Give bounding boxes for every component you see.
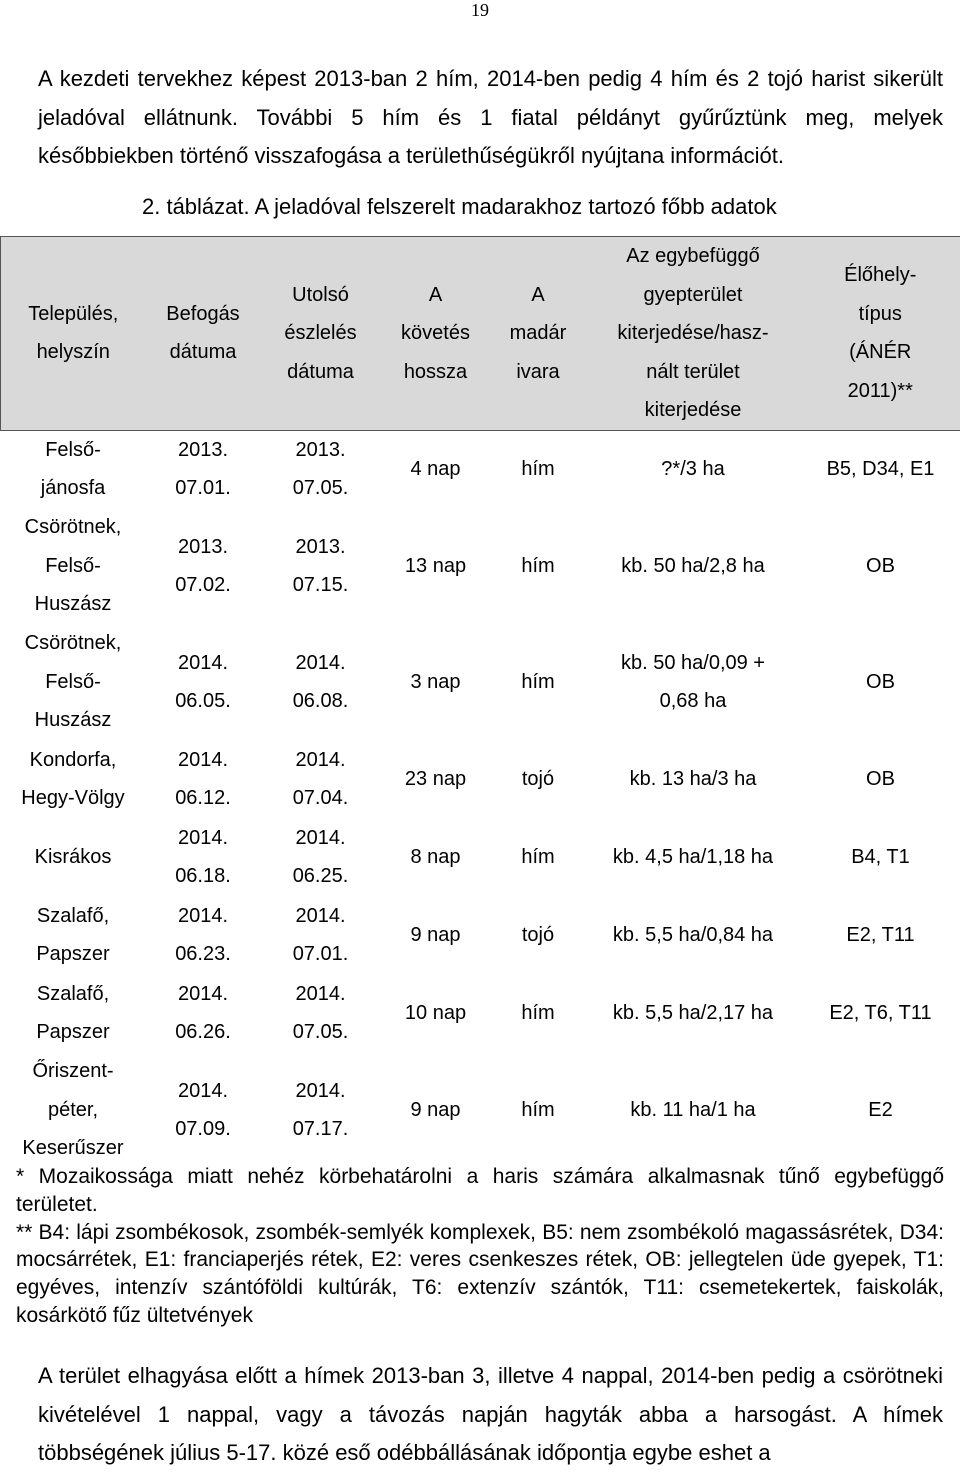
cell-line: 2014. — [295, 905, 345, 927]
header-last-seen-date — [261, 237, 381, 431]
place-cell — [1, 1052, 146, 1168]
cell-line: 2014. — [178, 827, 228, 849]
header-habitat — [801, 237, 960, 431]
cell-line: 06.25. — [293, 865, 349, 887]
cell-line: kb. 50 ha/0,09 + — [621, 652, 765, 674]
cell-line: 2014. — [178, 749, 228, 771]
cell-line: Szalafő, — [37, 905, 109, 927]
cell-line: péter, — [48, 1099, 98, 1121]
last-seen-date-cell — [261, 974, 381, 1052]
last-seen-date-cell — [261, 896, 381, 974]
habitat-cell: OB — [801, 624, 960, 740]
duration-cell: 13 nap — [381, 508, 491, 624]
place-cell — [1, 430, 146, 508]
cell-line: 2013. — [295, 439, 345, 461]
last-seen-date-cell — [261, 624, 381, 740]
cell-line: Huszász — [35, 709, 112, 731]
cell-line: kb. 4,5 ha/1,18 ha — [613, 846, 773, 868]
duration-cell: 3 nap — [381, 624, 491, 740]
table-caption: 2. táblázat. A jeladóval felszerelt madarakhoz tartozó főbb adatok — [142, 188, 777, 226]
habitat-cell: E2, T11 — [801, 896, 960, 974]
area-cell — [586, 1052, 801, 1168]
outro-paragraph: A terület elhagyása előtt a hímek 2013-ban 3, illetve 4 nappal, 2014-ben pedig a csörötneki kivételével 1 nappal, vagy a távozás napján hagyták abba a harsogást. A hímek többségének július 5-17. közé eső odébbállásának időpontja egybe eshet a — [38, 1357, 943, 1473]
habitat-cell: OB — [801, 740, 960, 818]
cell-line: 2014. — [178, 905, 228, 927]
header-line: kiterjedése — [645, 399, 742, 421]
header-line: ivara — [516, 361, 559, 383]
last-seen-date-cell — [261, 508, 381, 624]
header-line: (ÁNÉR — [849, 341, 911, 363]
cell-line: Szalafő, — [37, 983, 109, 1005]
header-line: nált terület — [646, 361, 739, 383]
cell-line: 2013. — [295, 536, 345, 558]
capture-date-cell — [146, 1052, 261, 1168]
cell-line: 07.01. — [293, 943, 349, 965]
sex-cell: hím — [491, 430, 586, 508]
table-row — [1, 508, 960, 624]
cell-line: Keserűszer — [22, 1137, 123, 1159]
footnote-mosaic: * Mozaikossága miatt nehéz körbehatárolni a haris számára alkalmasnak tűnő egybefüggő területet. — [16, 1163, 944, 1219]
capture-date-cell — [146, 974, 261, 1052]
habitat-cell: OB — [801, 508, 960, 624]
last-seen-date-cell — [261, 1052, 381, 1168]
header-capture-date — [146, 237, 261, 431]
place-cell — [1, 896, 146, 974]
table-row — [1, 1052, 960, 1168]
area-cell — [586, 818, 801, 896]
cell-line: Papszer — [36, 943, 109, 965]
cell-line: Felső- — [45, 555, 101, 577]
area-cell — [586, 896, 801, 974]
cell-line: 06.26. — [175, 1021, 231, 1043]
cell-line: kb. 11 ha/1 ha — [630, 1099, 755, 1121]
header-sex — [491, 237, 586, 431]
cell-line: 07.17. — [293, 1118, 349, 1140]
cell-line: kb. 5,5 ha/0,84 ha — [613, 924, 773, 946]
cell-line: 2013. — [178, 439, 228, 461]
header-duration — [381, 237, 491, 431]
cell-line: 06.12. — [175, 787, 231, 809]
header-line: hossza — [404, 361, 467, 383]
cell-line: Kisrákos — [35, 846, 112, 868]
header-line: gyepterület — [644, 284, 743, 306]
duration-cell: 10 nap — [381, 974, 491, 1052]
place-cell — [1, 818, 146, 896]
sex-cell: hím — [491, 1052, 586, 1168]
duration-cell: 4 nap — [381, 430, 491, 508]
cell-line: ?*/3 ha — [661, 458, 724, 480]
cell-line: 2014. — [178, 1080, 228, 1102]
cell-line: 07.02. — [175, 574, 231, 596]
cell-line: Papszer — [36, 1021, 109, 1043]
capture-date-cell — [146, 818, 261, 896]
sex-cell: hím — [491, 818, 586, 896]
table-row — [1, 818, 960, 896]
header-line: A — [429, 284, 442, 306]
header-line: madár — [510, 322, 567, 344]
cell-line: 2014. — [178, 652, 228, 674]
place-cell — [1, 974, 146, 1052]
place-cell — [1, 508, 146, 624]
table-row — [1, 430, 960, 508]
cell-line: Felső- — [45, 439, 101, 461]
header-line: Élőhely- — [844, 264, 916, 286]
habitat-cell: E2 — [801, 1052, 960, 1168]
cell-line: Csörötnek, — [25, 632, 122, 654]
table-row — [1, 896, 960, 974]
cell-line: 07.01. — [175, 477, 231, 499]
cell-line: 06.05. — [175, 690, 231, 712]
header-line: helyszín — [37, 341, 110, 363]
header-line: Utolsó — [292, 284, 349, 306]
cell-line: 2014. — [178, 983, 228, 1005]
cell-line: Kondorfa, — [30, 749, 117, 771]
cell-line: 06.18. — [175, 865, 231, 887]
table-header — [1, 237, 960, 431]
table-row — [1, 740, 960, 818]
footnote-habitat-codes: ** B4: lápi zsombékosok, zsombék-semlyék komplexek, B5: nem zsombékoló magassásrétek, D34: mocsárrétek, E1: franciaperjés rétek, E2: veres csenkeszes rétek, OB: jellegtelen üde gyepek, T1: egyéves, intenzív szántóföldi kultúrák, T6: extenzív szántók, T11: csemetekertek, faiskolák, kosárkötő fűz ültetvények — [16, 1219, 944, 1330]
cell-line: 2014. — [295, 983, 345, 1005]
header-line: dátuma — [287, 361, 354, 383]
header-line: A — [531, 284, 544, 306]
cell-line: Őriszent- — [32, 1060, 113, 1082]
area-cell — [586, 508, 801, 624]
cell-line: 06.08. — [293, 690, 349, 712]
capture-date-cell — [146, 740, 261, 818]
cell-line: 2013. — [178, 536, 228, 558]
duration-cell: 23 nap — [381, 740, 491, 818]
sex-cell: hím — [491, 624, 586, 740]
place-cell — [1, 740, 146, 818]
header-line: Befogás — [166, 303, 239, 325]
habitat-cell: E2, T6, T11 — [801, 974, 960, 1052]
cell-line: kb. 5,5 ha/2,17 ha — [613, 1002, 773, 1024]
area-cell — [586, 740, 801, 818]
capture-date-cell — [146, 430, 261, 508]
header-line: Az egybefüggő — [626, 245, 759, 267]
cell-line: Hegy-Völgy — [21, 787, 124, 809]
last-seen-date-cell — [261, 430, 381, 508]
cell-line: kb. 50 ha/2,8 ha — [621, 555, 764, 577]
last-seen-date-cell — [261, 740, 381, 818]
cell-line: Felső- — [45, 671, 101, 693]
cell-line: 2014. — [295, 749, 345, 771]
habitat-cell: B4, T1 — [801, 818, 960, 896]
cell-line: 2014. — [295, 827, 345, 849]
place-cell — [1, 624, 146, 740]
area-cell — [586, 624, 801, 740]
cell-line: 07.05. — [293, 1021, 349, 1043]
cell-line: Csörötnek, — [25, 516, 122, 538]
table-row — [1, 624, 960, 740]
cell-line: 2014. — [295, 1080, 345, 1102]
cell-line: 07.04. — [293, 787, 349, 809]
duration-cell: 8 nap — [381, 818, 491, 896]
header-line: észlelés — [284, 322, 356, 344]
cell-line: 06.23. — [175, 943, 231, 965]
sex-cell: hím — [491, 974, 586, 1052]
habitat-cell: B5, D34, E1 — [801, 430, 960, 508]
transmitter-table — [0, 236, 960, 1168]
cell-line: jánosfa — [41, 477, 106, 499]
last-seen-date-cell — [261, 818, 381, 896]
header-line: Település, — [28, 303, 118, 325]
header-area — [586, 237, 801, 431]
header-line: dátuma — [170, 341, 237, 363]
sex-cell: tojó — [491, 740, 586, 818]
sex-cell: hím — [491, 508, 586, 624]
header-line: típus — [859, 303, 902, 325]
table-row — [1, 974, 960, 1052]
header-place — [1, 237, 146, 431]
cell-line: 0,68 ha — [660, 690, 727, 712]
header-line: kiterjedése/hasz- — [617, 322, 768, 344]
cell-line: 07.05. — [293, 477, 349, 499]
area-cell — [586, 974, 801, 1052]
cell-line: kb. 13 ha/3 ha — [630, 768, 757, 790]
capture-date-cell — [146, 508, 261, 624]
cell-line: 2014. — [295, 652, 345, 674]
cell-line: 07.15. — [293, 574, 349, 596]
sex-cell: tojó — [491, 896, 586, 974]
duration-cell: 9 nap — [381, 1052, 491, 1168]
duration-cell: 9 nap — [381, 896, 491, 974]
header-line: 2011)** — [848, 380, 913, 402]
capture-date-cell — [146, 624, 261, 740]
header-row — [1, 237, 960, 431]
area-cell — [586, 430, 801, 508]
footnotes — [16, 1163, 944, 1330]
table-body — [1, 430, 960, 1168]
cell-line: Huszász — [35, 593, 112, 615]
intro-paragraph: A kezdeti tervekhez képest 2013-ban 2 hím, 2014-ben pedig 4 hím és 2 tojó harist sikerült jeladóval ellátnunk. További 5 hím és 1 fiatal példányt gyűrűztünk meg, melyek későbbiekben történő visszafogása a területhűségükről nyújtana információt. — [38, 60, 943, 176]
capture-date-cell — [146, 896, 261, 974]
page-number: 19 — [0, 0, 960, 21]
header-line: követés — [401, 322, 470, 344]
cell-line: 07.09. — [175, 1118, 231, 1140]
